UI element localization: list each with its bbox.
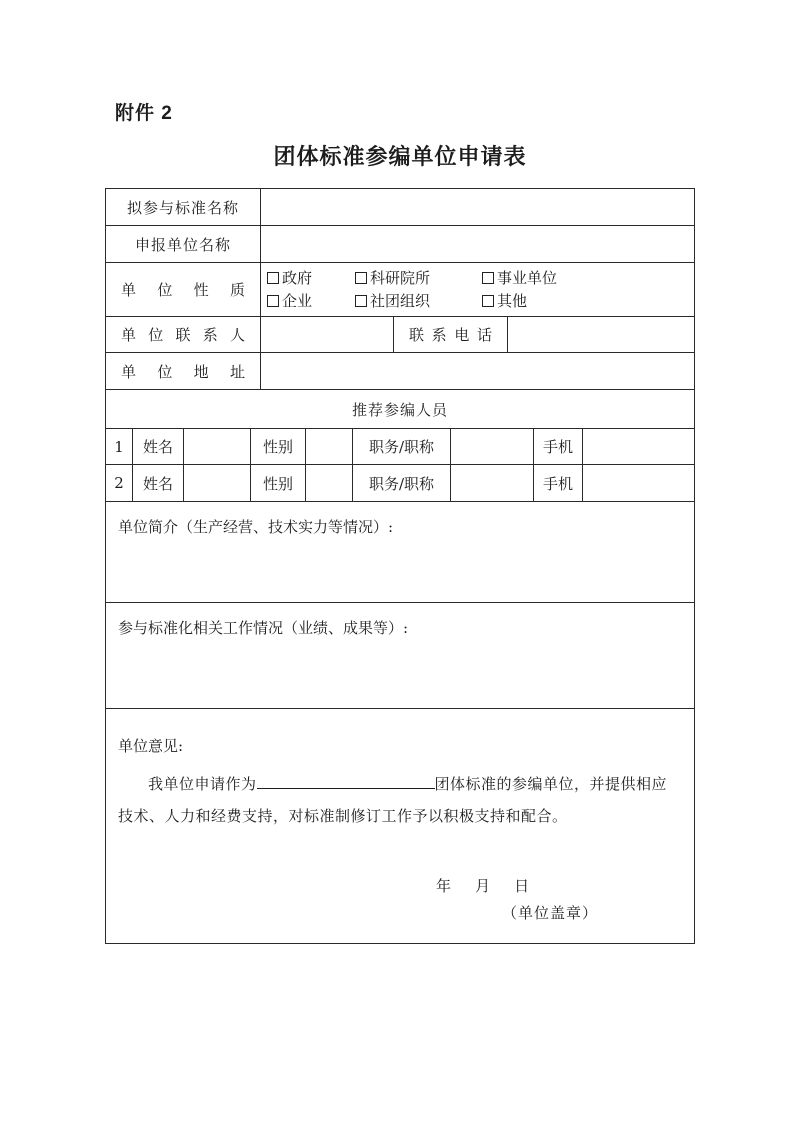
phone-label-cell (394, 317, 508, 352)
row-personnel-1 (106, 429, 694, 465)
opinion-statement (118, 768, 680, 832)
checkbox-option-enterprise[interactable] (267, 290, 355, 313)
row-personnel-header (106, 390, 694, 429)
person-2-name-input-cell[interactable] (184, 465, 251, 501)
standardization-work-label: 参与标准化相关工作情况（业绩、成果等）: (118, 619, 409, 637)
checkbox-icon[interactable] (355, 295, 367, 307)
contact-input-cell[interactable] (261, 317, 394, 352)
checkbox-icon[interactable] (267, 272, 279, 284)
unit-nature-label-cell (106, 263, 261, 316)
person-1-number: 1 (106, 429, 133, 464)
seal-line: （单位盖章） (502, 904, 599, 922)
person-1-title-label: 职务/职称 (353, 429, 451, 464)
standardization-work-cell[interactable] (106, 603, 694, 708)
date-line: 年 月 日 (436, 877, 531, 895)
checkbox-label: 科研院所 (370, 268, 431, 287)
checkbox-label: 其他 (497, 291, 528, 310)
checkbox-icon[interactable] (267, 295, 279, 307)
checkbox-option-public-institution[interactable] (482, 267, 557, 290)
checkbox-label: 事业单位 (497, 268, 558, 287)
person-2-title-input-cell[interactable] (451, 465, 534, 501)
personnel-header-cell (106, 390, 694, 428)
person-1-title-input-cell[interactable] (451, 429, 534, 464)
statement-prefix: 我单位申请作为 (148, 775, 257, 793)
checkbox-option-other[interactable] (482, 290, 527, 313)
person-2-mobile-input-cell[interactable] (583, 465, 694, 501)
address-label: 单 位 地 址 (121, 362, 245, 381)
checkbox-option-research-institute[interactable] (355, 267, 482, 290)
checkbox-option-social-organization[interactable] (355, 290, 482, 313)
row-standardization-work (106, 603, 694, 709)
person-2-mobile-label: 手机 (534, 465, 583, 501)
nature-options-line-2 (267, 290, 694, 313)
contact-label-cell (106, 317, 261, 352)
unit-opinion-label: 单位意见: (118, 737, 184, 755)
standard-name-label: 拟参与标准名称 (126, 198, 239, 217)
statement-suffix: 团体标准的参编单位，并提供相应技术、人力和经费支持，对标准制修订工作予以积极支持和配合。 (118, 775, 668, 825)
address-input-cell[interactable] (261, 353, 694, 389)
checkbox-option-government[interactable] (267, 267, 355, 290)
unit-nature-label: 单 位 性 质 (121, 281, 245, 299)
person-1-gender-label: 性别 (251, 429, 306, 464)
person-1-name-label: 姓名 (133, 429, 184, 464)
checkbox-icon[interactable] (482, 272, 494, 284)
row-unit-name (106, 226, 694, 263)
unit-name-input-cell[interactable] (261, 226, 694, 262)
unit-profile-label: 单位简介（生产经营、技术实力等情况）: (118, 518, 394, 536)
nature-options-line-1 (267, 267, 694, 290)
row-unit-profile (106, 502, 694, 603)
person-2-number: 2 (106, 465, 133, 501)
unit-profile-cell[interactable] (106, 502, 694, 602)
person-1-name-input-cell[interactable] (184, 429, 251, 464)
personnel-header: 推荐参编人员 (351, 400, 448, 419)
attachment-label: 附件 2 (115, 103, 173, 124)
contact-label: 单 位 联 系 人 (121, 326, 245, 344)
phone-input-cell[interactable] (508, 317, 694, 352)
phone-label: 联 系 电 话 (409, 326, 492, 344)
checkbox-icon[interactable] (482, 295, 494, 307)
standard-name-label-cell (106, 189, 261, 225)
unit-name-label-cell (106, 226, 261, 262)
row-address (106, 353, 694, 390)
person-2-name-label: 姓名 (133, 465, 184, 501)
row-personnel-2 (106, 465, 694, 502)
row-standard-name (106, 189, 694, 226)
person-2-gender-label: 性别 (251, 465, 306, 501)
address-label-cell (106, 353, 261, 389)
person-1-gender-input-cell[interactable] (306, 429, 353, 464)
unit-name-label: 申报单位名称 (134, 235, 231, 254)
person-1-mobile-input-cell[interactable] (583, 429, 694, 464)
person-2-title-label: 职务/职称 (353, 465, 451, 501)
statement-blank-underline[interactable] (257, 774, 435, 789)
unit-nature-options-cell (261, 263, 694, 316)
checkbox-icon[interactable] (355, 272, 367, 284)
person-1-mobile-label: 手机 (534, 429, 583, 464)
person-2-gender-input-cell[interactable] (306, 465, 353, 501)
form-title: 团体标准参编单位申请表 (273, 144, 527, 169)
row-unit-nature (106, 263, 694, 317)
application-form-table (105, 188, 695, 944)
checkbox-label: 企业 (282, 291, 313, 310)
row-unit-opinion (106, 709, 694, 943)
checkbox-label: 政府 (282, 268, 313, 287)
checkbox-label: 社团组织 (370, 291, 431, 310)
standard-name-input-cell[interactable] (261, 189, 694, 225)
row-contact (106, 317, 694, 353)
unit-opinion-cell (106, 709, 694, 943)
